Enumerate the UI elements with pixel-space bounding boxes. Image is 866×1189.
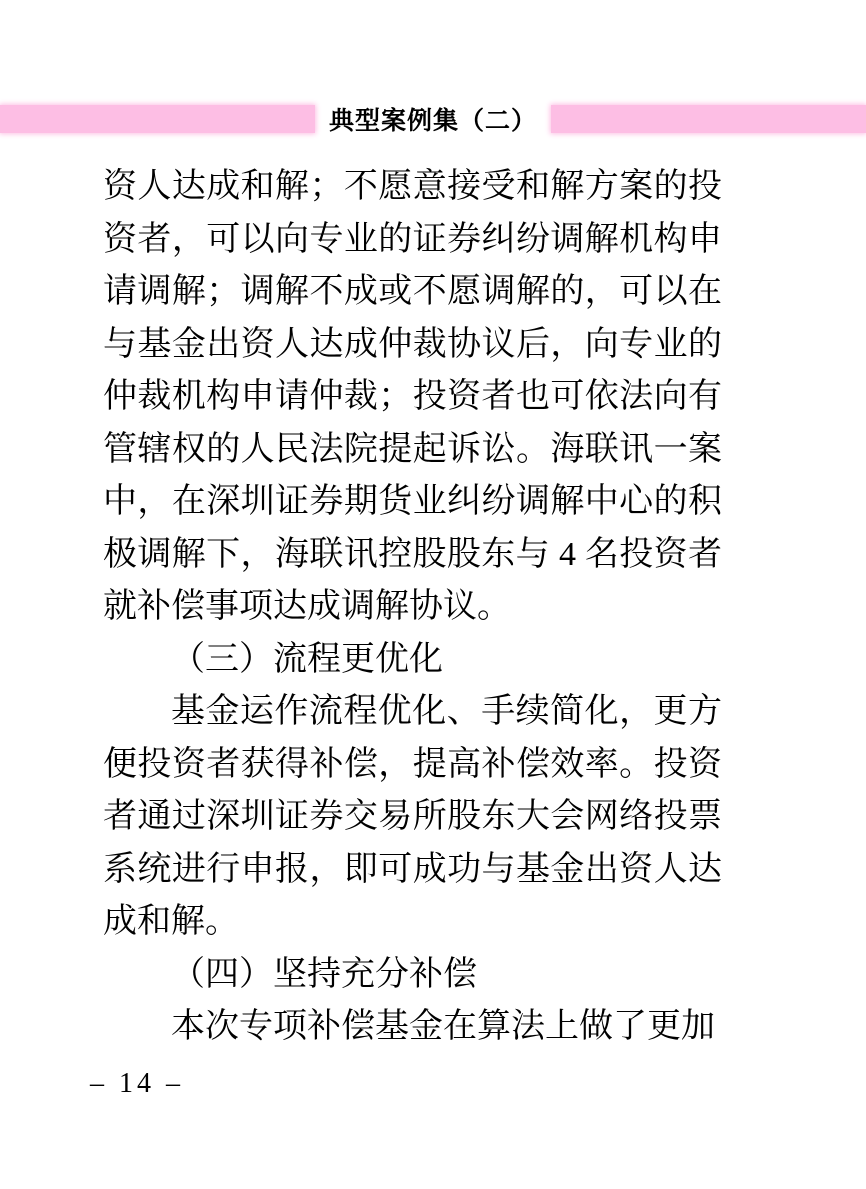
header-band-right [551,105,866,133]
text-line: 管辖权的人民法院提起诉讼。海联讯一案 [103,430,722,468]
text-line: 系统进行申报，即可成功与基金出资人达 [103,850,722,888]
header-band-left [0,105,315,133]
text-line: 资人达成和解；不愿意接受和解方案的投 [103,168,722,205]
text-line: 者通过深圳证券交易所股东大会网络投票 [103,798,722,835]
text-line: 便投资者获得补偿，提高补偿效率。投资 [103,745,722,783]
page-body [103,161,722,1054]
text-line: 本次专项补偿基金在算法上做了更加 [171,1008,715,1045]
section-heading: （四）坚持充分补偿 [171,955,477,993]
text-line: 请调解；调解不成或不愿调解的，可以在 [103,273,722,310]
page-header [0,105,866,133]
text-line: 极调解下，海联讯控股股东与 4 名投资者 [103,535,722,573]
text-line: 基金运作流程优化、手续简化，更方 [171,693,722,730]
section-heading: （三）流程更优化 [171,640,443,678]
text-line: 中，在深圳证券期货业纠纷调解中心的积 [103,483,722,520]
text-line: 成和解。 [103,903,239,940]
text-line: 就补偿事项达成调解协议。 [103,588,511,625]
text-line: 仲裁机构申请仲裁；投资者也可依法向有 [103,378,722,415]
text-line: 资者，可以向专业的证券纠纷调解机构申 [103,220,722,258]
running-header-title: 典型案例集（二） [329,107,538,135]
page-number: – 14 – [90,1068,184,1099]
text-line: 与基金出资人达成仲裁协议后，向专业的 [103,325,722,363]
